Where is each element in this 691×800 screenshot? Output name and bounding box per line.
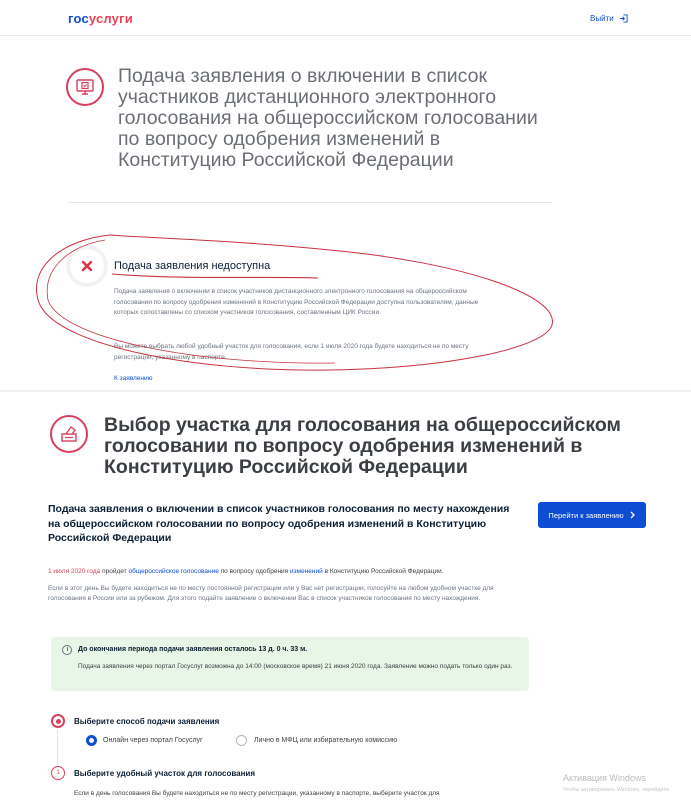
intro-paragraph: 1 июля 2020 года пройдет общероссийское голосование по вопросу одобрения изменений в Конституцию Российской Федерации. — [48, 568, 444, 575]
application-subtitle: Подача заявления о включении в список участников голосования по месту нахождения на общероссийском голосовании по вопросу одобрения изменений в Конституцию Российской Федерации — [48, 503, 510, 544]
deadline-details: Подача заявления через портал Госуслуг возможна до 14:00 (московское время) 21 июня 2020 года. Заявление можно подать только один раз. — [78, 663, 513, 670]
logout-button[interactable] — [590, 14, 628, 23]
page-title-polling-station: Выбор участка для голосования на общероссийском голосовании по вопросу одобрения изменений в Конституцию Российской Федерации — [104, 414, 621, 478]
step-2-title: Выберите удобный участок для голосования — [74, 769, 256, 778]
gosuslugi-logo[interactable]: госуслуги — [68, 11, 133, 26]
step-1-indicator — [51, 714, 65, 728]
ballot-screen-icon — [66, 68, 104, 106]
radio-in-person-mfc[interactable] — [236, 735, 247, 746]
radio-in-person-label[interactable]: Лично в МФЦ или избирательную комиссию — [254, 737, 398, 744]
error-hint: Вы можете выбрать любой удобный участок для голосования, если 1 июля 2020 года будете находиться не по месту регистрации, указанному в паспорте. — [114, 343, 469, 361]
step-2-description: Если в день голосования Вы будете находиться не по месту регистрации, указанному в паспорте, выберите участок для — [74, 790, 440, 797]
divider — [68, 202, 552, 203]
step-2-indicator: 1 — [51, 766, 65, 780]
error-icon — [70, 249, 104, 283]
vote-date: 1 июля 2020 года — [48, 568, 101, 575]
steps-connector — [57, 730, 58, 764]
ballot-box-icon — [50, 415, 88, 453]
logout-icon — [619, 14, 628, 23]
page-title-electronic-voting: Подача заявления о включении в список участников дистанционного электронного голосования на общероссийском голосовании по вопросу одобрения изменений в Конституцию Российской Федерации — [118, 65, 538, 171]
amendments-link[interactable]: изменений — [290, 568, 323, 575]
all-russian-vote-link[interactable]: общероссийское голосование — [128, 568, 219, 575]
windows-activation-hint: Чтобы активировать Windows, перейдите — [563, 787, 670, 793]
error-description: Подача заявления о включении в список участников дистанционного электронного голосования на общероссийском голосовании по вопросу одобрения изменений в Конституцию Российской Федерации доступна пользователям, данные которых сопоставлены со списком участников голосования, составленным ЦИК России. — [114, 288, 479, 316]
radio-online-gosuslugi[interactable] — [86, 735, 97, 746]
windows-activation-watermark: Активация Windows — [563, 773, 646, 783]
back-to-application-link[interactable]: К заявлению — [114, 375, 153, 382]
radio-online-label[interactable]: Онлайн через портал Госуслуг — [103, 737, 203, 744]
go-to-application-label: Перейти к заявлению — [548, 510, 624, 520]
chevron-right-icon — [630, 511, 636, 519]
top-header — [0, 0, 691, 36]
error-title: Подача заявления недоступна — [114, 260, 271, 272]
step-1-title: Выберите способ подачи заявления — [74, 717, 220, 726]
go-to-application-button[interactable] — [538, 502, 646, 528]
instructions-paragraph: Если в этот день Вы будете находиться не по месту постоянной регистрации или у Вас нет регистрации, голосуйте на любом удобном участке для голосования в России или за рубежом. Для этого подайте заявление о включении Вас в список участников голосования по месту нахождения. — [48, 585, 494, 602]
section-separator — [0, 390, 691, 392]
logout-label: Выйти — [590, 14, 614, 23]
clock-icon — [62, 645, 72, 655]
deadline-countdown: До окончания периода подачи заявления осталось 13 д. 0 ч. 33 м. — [78, 646, 308, 653]
